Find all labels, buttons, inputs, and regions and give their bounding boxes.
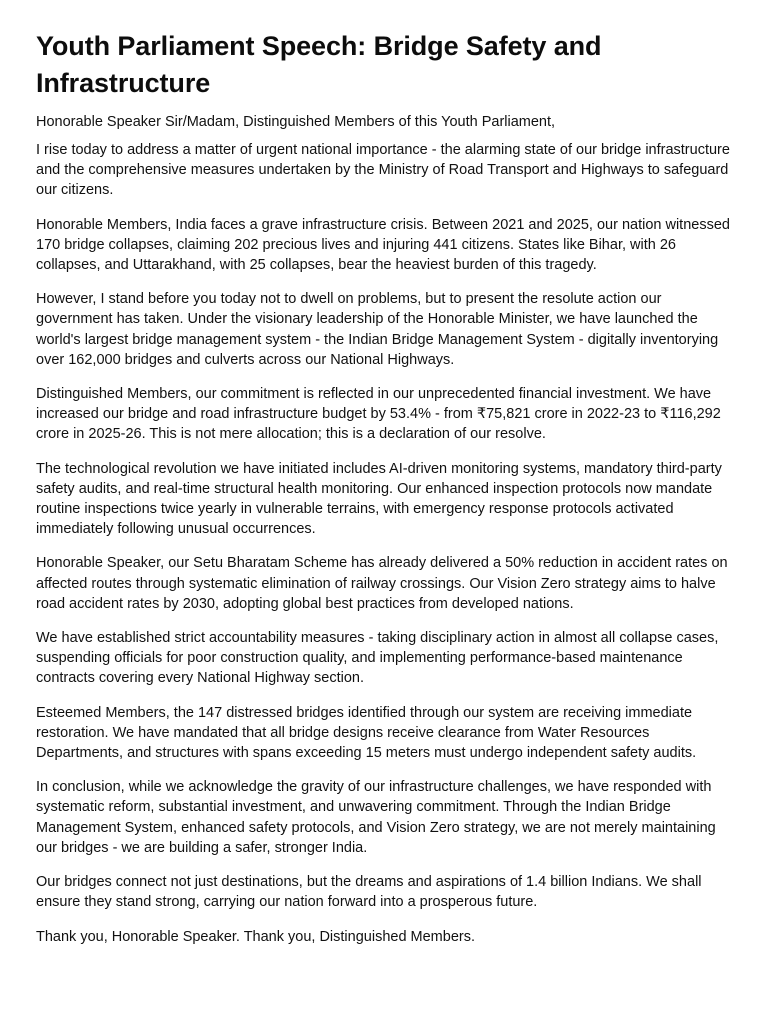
paragraph-technology: The technological revolution we have initiated includes AI-driven monitoring systems, mandatory third-party safety audits, and real-time structural health monitoring. Our enhanced inspection protocols now mandate routine inspections twice yearly in vulnerable terrains, with emergency response protocols activated immediately following unusual occurrences. — [36, 460, 722, 538]
paragraph-intro: I rise today to address a matter of urgent national importance - the alarming state of our bridge infrastructure and the comprehensive measures undertaken by the Ministry of Road Transport and Highways to safeguard our citizens. — [36, 142, 730, 199]
document-title: Youth Parliament Speech: Bridge Safety and Infrastructure — [36, 31, 602, 98]
paragraph-investment: Distinguished Members, our commitment is reflected in our unprecedented financial investment. We have increased our bridge and road infrastructure budget by 53.4% - from ₹75,821 crore in 2022-23 to ₹116,292 crore in 2025-26. This is not mere allocation; this is a declaration of our resolve. — [36, 386, 721, 443]
paragraph-accountability: We have established strict accountability measures - taking disciplinary action in almost all collapse cases, suspending officials for poor construction quality, and implementing performance-based maintenance contracts covering every National Highway section. — [36, 630, 719, 687]
paragraph-crisis: Honorable Members, India faces a grave infrastructure crisis. Between 2021 and 2025, our nation witnessed 170 bridge collapses, claiming 202 precious lives and injuring 441 citizens. States like Bihar, with 26 collapses, and Uttarakhand, with 25 collapses, bear the heaviest burden of this tragedy. — [36, 216, 730, 274]
paragraph-vision: Our bridges connect not just destinations, but the dreams and aspirations of 1.4 billion Indians. We shall ensure they stand strong, carrying our nation forward into a prosperous future. — [36, 874, 702, 911]
paragraph-restoration: Esteemed Members, the 147 distressed bridges identified through our system are receiving immediate restoration. We have mandated that all bridge designs receive clearance from Water Resources Departments, and structures with spans exceeding 15 meters must undergo independent safety audits. — [36, 704, 697, 762]
paragraph-action: However, I stand before you today not to dwell on problems, but to present the resolute action our government has taken. Under the visionary leadership of the Honorable Minister, we have launched the world's largest bridge management system - the Indian Bridge Management System - digitally inventorying over 162,000 bridges and culverts across our National Highways. — [36, 291, 719, 368]
paragraph-conclusion: In conclusion, while we acknowledge the gravity of our infrastructure challenges, we have responded with systematic reform, substantial investment, and unwavering commitment. Through the Indian Bridge Management System, enhanced safety protocols, and Vision Zero strategy, we are not merely maintaining our bridges - we are building a safer, stronger India. — [36, 779, 716, 856]
paragraph-closing: Thank you, Honorable Speaker. Thank you, Distinguished Members. — [36, 928, 476, 945]
paragraph-setu-bharatam: Honorable Speaker, our Setu Bharatam Scheme has already delivered a 50% reduction in accident rates on affected routes through systematic elimination of railway crossings. Our Vision Zero strategy aims to halve road accident rates by 2030, adopting global best practices from developed nations. — [36, 555, 728, 612]
salutation: Honorable Speaker Sir/Madam, Distinguished Members of this Youth Parliament, — [36, 114, 556, 130]
